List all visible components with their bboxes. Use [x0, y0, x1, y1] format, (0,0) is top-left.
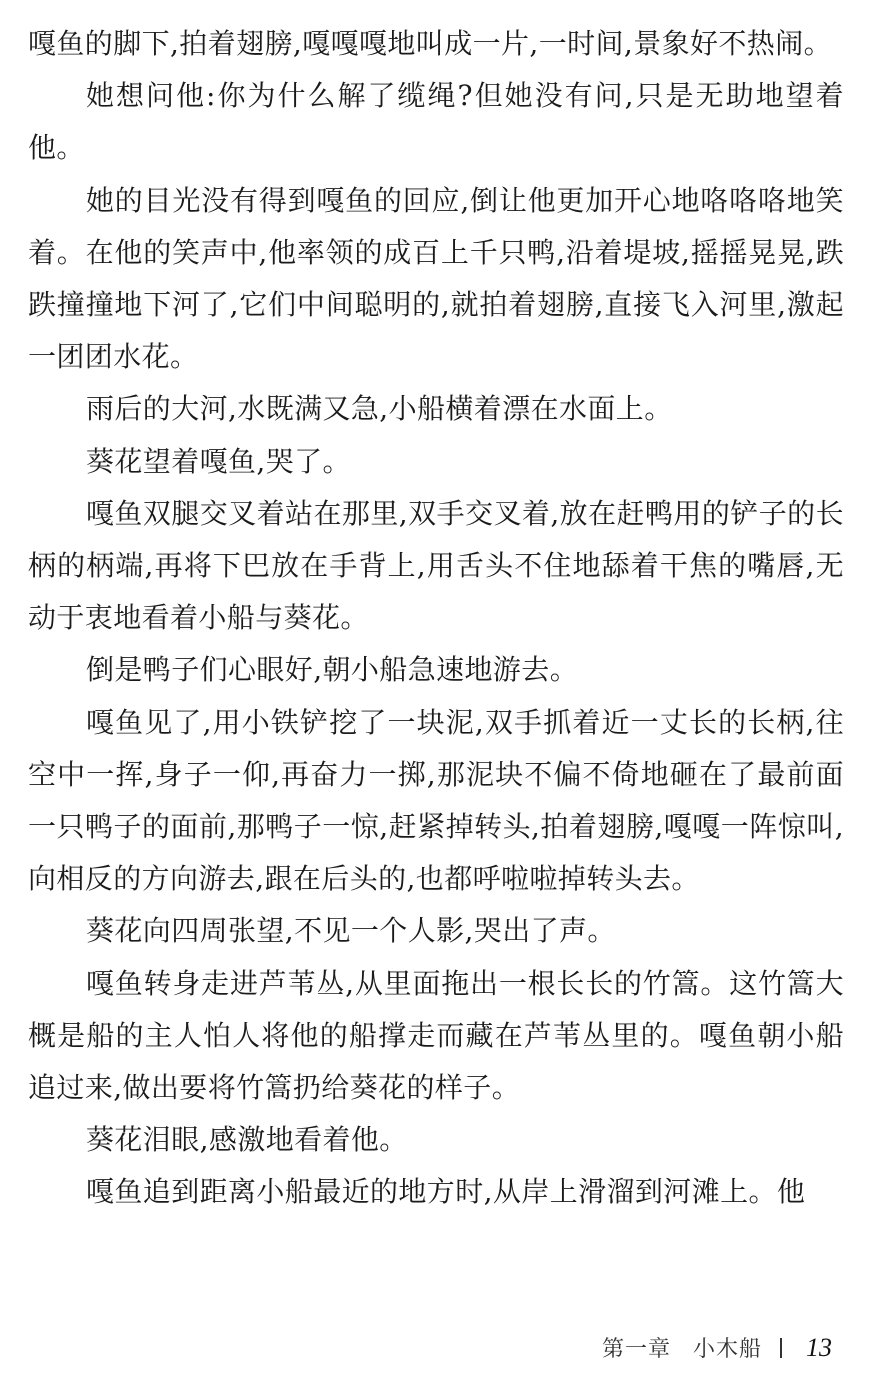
paragraph-2: 她想问他:你为什么解了缆绳?但她没有问,只是无助地望着他。 [28, 79, 844, 165]
page-footer [602, 1332, 832, 1363]
paragraph-4: 雨后的大河,水既满又急,小船横着漂在水面上。 [86, 392, 673, 426]
paragraph-11: 葵花泪眼,感激地看着他。 [86, 1123, 408, 1157]
paragraph-10: 嘎鱼转身走进芦苇丛,从里面拖出一根长长的竹篙。这竹篙大概是船的主人怕人将他的船撑走而藏在芦苇丛里的。嘎鱼朝小船追过来,做出要将竹篙扔给葵花的样子。 [28, 966, 844, 1105]
paragraph-5: 葵花望着嘎鱼,哭了。 [86, 444, 351, 478]
paragraph-1: 嘎鱼的脚下,拍着翅膀,嘎嘎嘎地叫成一片,一时间,景象好不热闹。 [28, 27, 833, 60]
page-number: 13 [806, 1332, 832, 1362]
paragraph-3: 她的目光没有得到嘎鱼的回应,倒让他更加开心地咯咯咯地笑着。在他的笑声中,他率领的成百上千只鸭,沿着堤坡,摇摇晃晃,跌跌撞撞地下河了,它们中间聪明的,就拍着翅膀,直接飞入河里,激起一团团水花。 [28, 183, 844, 374]
chapter-title: 小木船 [692, 1337, 762, 1362]
paragraph-6: 嘎鱼双腿交叉着站在那里,双手交叉着,放在赶鸭用的铲子的长柄的柄端,再将下巴放在手背上,用舌头不住地舔着干焦的嘴唇,无动于衷地看着小船与葵花。 [28, 496, 844, 635]
paragraph-12: 嘎鱼追到距离小船最近的地方时,从岸上滑溜到河滩上。他 [86, 1175, 806, 1209]
page-body [28, 18, 844, 1219]
paragraph-8: 嘎鱼见了,用小铁铲挖了一块泥,双手抓着近一丈长的长柄,往空中一挥,身子一仰,再奋力一掷,那泥块不偏不倚地砸在了最前面一只鸭子的面前,那鸭子一惊,赶紧掉转头,拍着翅膀,嘎嘎一阵惊叫,向相反的方向游去,跟在后头的,也都呼啦啦掉转头去。 [28, 705, 844, 896]
chapter-label: 第一章 [601, 1337, 671, 1362]
paragraph-9: 葵花向四周张望,不见一个人影,哭出了声。 [86, 914, 616, 948]
paragraph-7: 倒是鸭子们心眼好,朝小船急速地游去。 [86, 653, 579, 687]
footer-divider [780, 1338, 782, 1358]
